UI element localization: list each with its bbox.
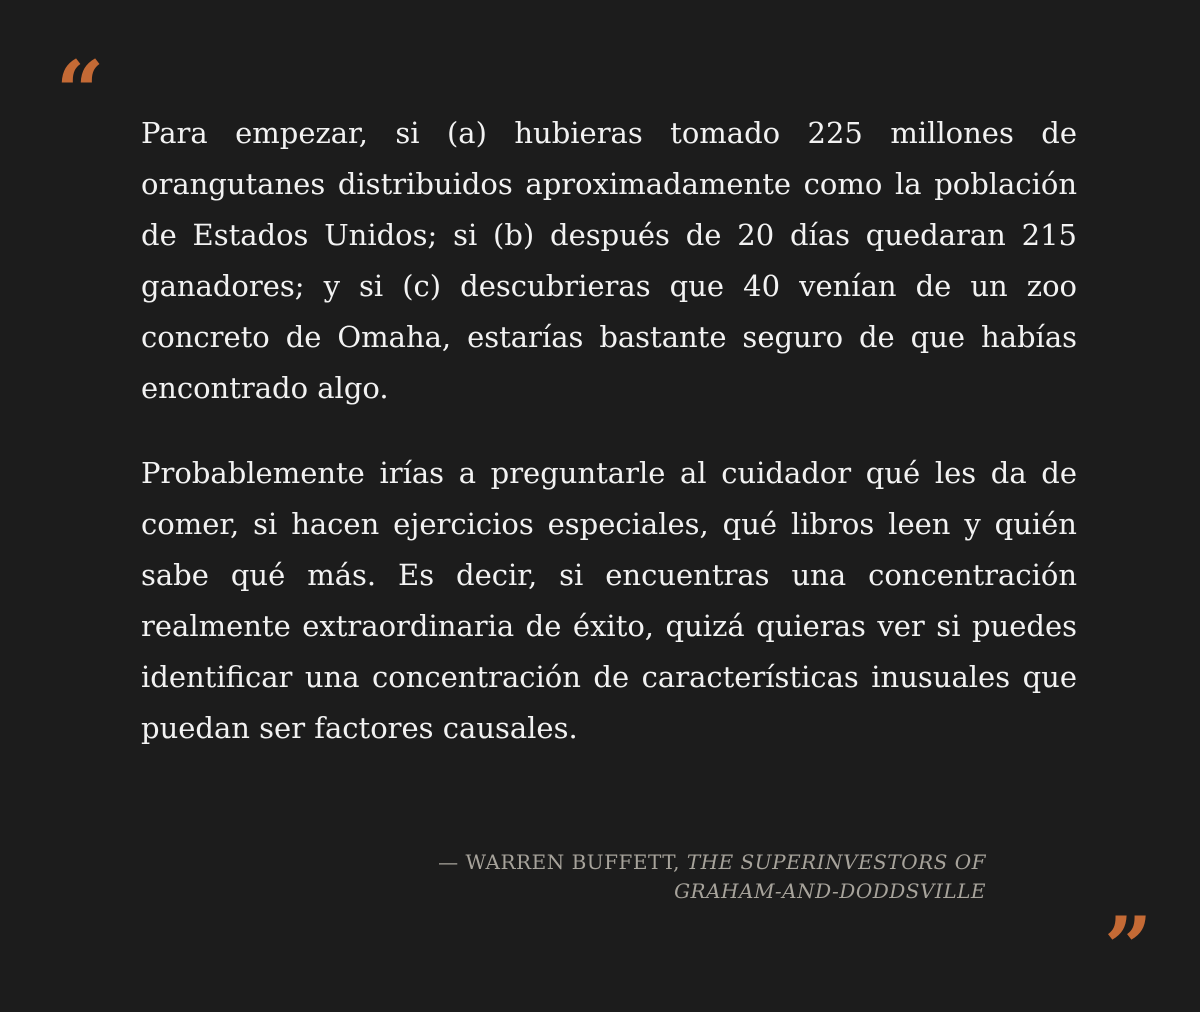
quote-paragraph-2: Probablemente irías a preguntarle al cuidador qué les da de comer, si hacen ejercicios especiales, qué libros leen y quién sabe qué más. Es decir, si encuentras una concentración realmente extraordinaria de éxito, quizá quieras ver si puedes identificar una concentración de características inusuales que puedan ser factores causales. — [141, 456, 1077, 745]
attribution-author: — WARREN BUFFETT, — [438, 850, 680, 874]
attribution-source: THE SUPERINVESTORS OF GRAHAM-AND-DODDSVILLE — [674, 850, 986, 903]
open-quote-mark: “ — [56, 42, 105, 141]
quote-body — [141, 108, 1077, 754]
quote-attribution — [400, 848, 986, 906]
quote-paragraph-1: Para empezar, si (a) hubieras tomado 225 millones de orangutanes distribuidos aproximadamente como la población de Estados Unidos; si (b) después de 20 días quedaran 215 ganadores; y si (c) descubrieras que 40 venían de un zoo concreto de Omaha, estarías bastante seguro de que habías encontrado algo. — [141, 116, 1077, 405]
close-quote-mark: ” — [1104, 898, 1153, 997]
